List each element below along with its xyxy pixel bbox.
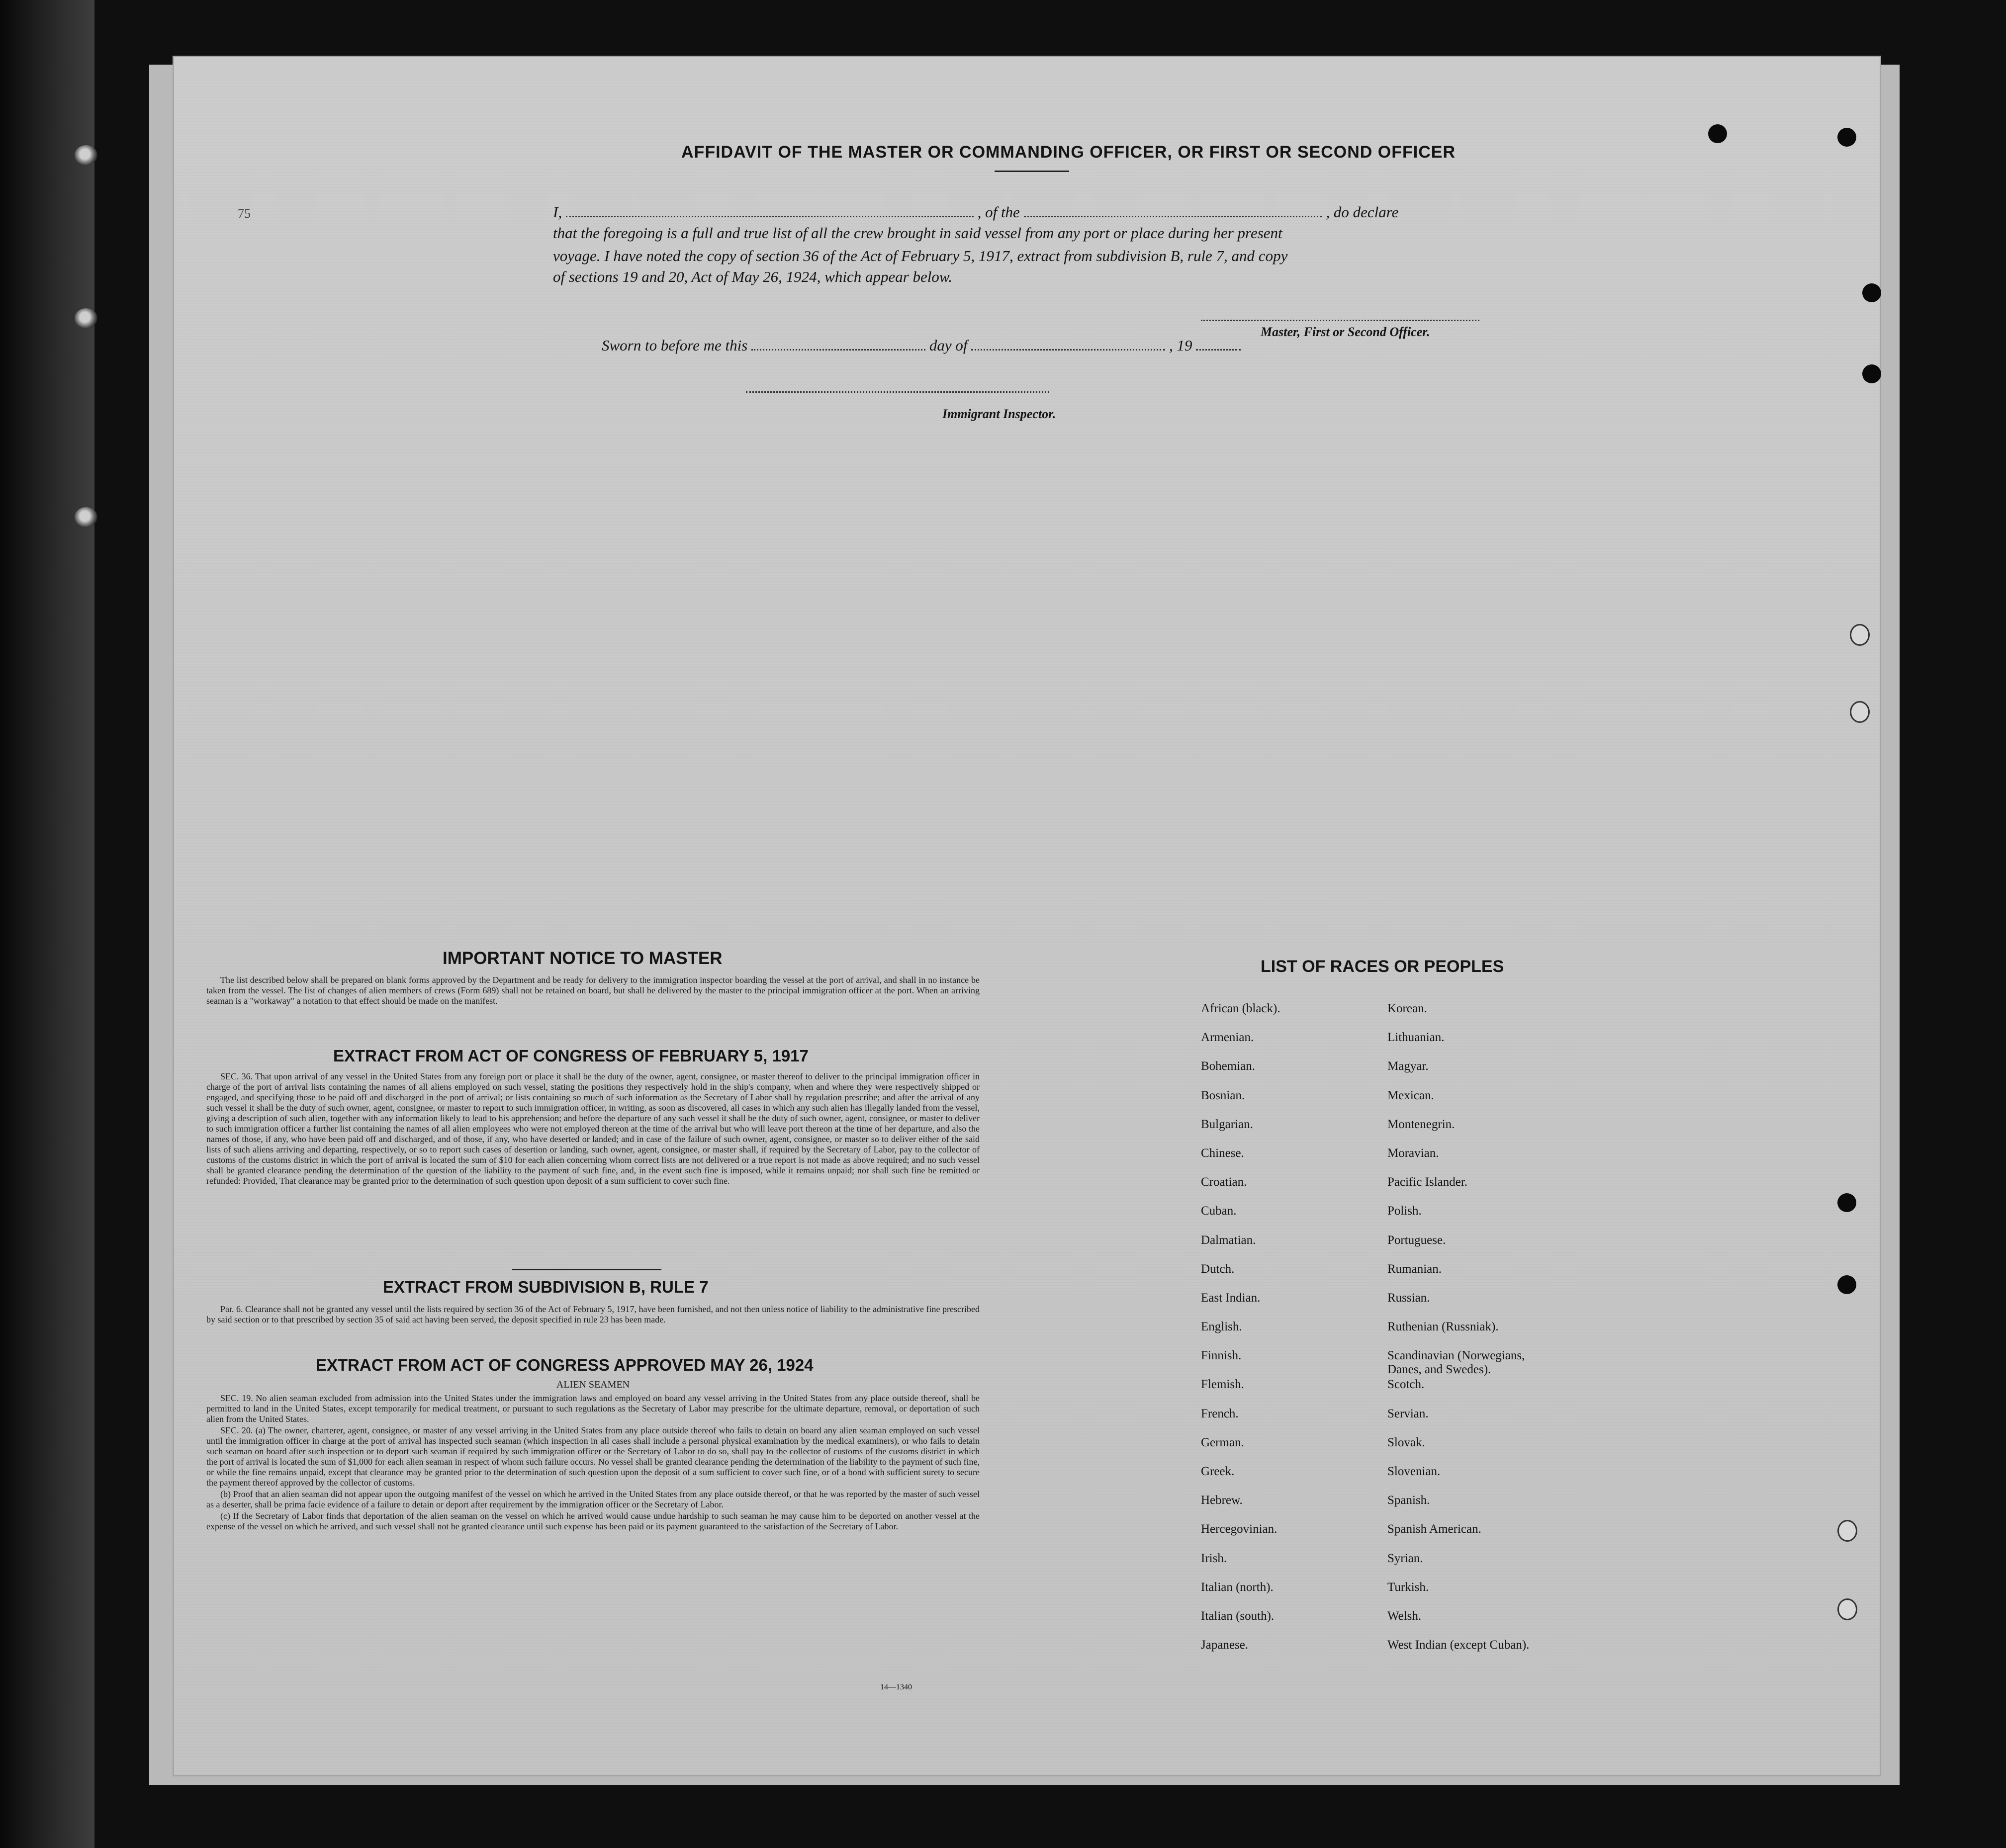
sec19-paragraph: SEC. 19. No alien seaman excluded from admission into the United States under the immigration laws and employed on board any vessel arriving in the United States from any place outside thereof, shall be permitted to land in the United States, except temporarily for medical treatment, or pursuant to such regulations as the Secretary of Labor may prescribe for the ultimate departure, removal, or deportation of such alien from the United States. <box>206 1393 980 1424</box>
inspector-signature-line[interactable] <box>746 391 1049 393</box>
race-item: Korean. <box>1387 1002 1427 1015</box>
race-item: Lithuanian. <box>1387 1031 1445 1045</box>
name-field[interactable] <box>566 205 974 217</box>
race-item: Servian. <box>1387 1407 1429 1420</box>
subdivision-b-text <box>206 1304 980 1326</box>
race-item: French. <box>1201 1407 1239 1420</box>
scan-border <box>0 0 94 1848</box>
day-field[interactable] <box>751 338 925 351</box>
race-item: Cuban. <box>1201 1204 1237 1218</box>
race-item: Croatian. <box>1201 1175 1247 1189</box>
form-number: 14—1340 <box>880 1683 912 1691</box>
punch-hole <box>1837 1193 1856 1212</box>
punch-hole <box>1862 283 1881 302</box>
race-item: Scandinavian (Norwegians, Danes, and Swedes). <box>1387 1349 1525 1377</box>
affidavit-line-2: that the foregoing is a full and true list of all the crew brought in said vessel from any port or place during her present <box>553 224 1282 242</box>
sworn-year: , 19 <box>1169 337 1192 354</box>
document-page <box>174 57 1880 1775</box>
sworn-line <box>602 337 1241 354</box>
extract-1924-heading: EXTRACT FROM ACT OF CONGRESS APPROVED MAY 26, 1924 <box>316 1356 814 1374</box>
binder-hole <box>75 145 97 165</box>
race-item: African (black). <box>1201 1002 1280 1015</box>
punch-hole <box>1850 624 1870 646</box>
notice-paragraph: The list described below shall be prepared on blank forms approved by the Department and be ready for delivery to the immigration inspector boarding the vessel at the port of arrival, and shall in no instance be taken from the vessel. The list of changes of alien members of crews (Form 689) shall not be retained on board, but shall be delivered by the master to the principal immigration officer at the port. When an arriving seaman is a "workaway" a notation to that effect should be made on the manifest. <box>206 975 980 1006</box>
race-item: Flemish. <box>1201 1378 1244 1392</box>
affidavit-do-declare: , do declare <box>1326 203 1399 221</box>
race-item: Chinese. <box>1201 1146 1244 1160</box>
race-item: Italian (north). <box>1201 1580 1274 1594</box>
race-item: Mexican. <box>1387 1088 1434 1102</box>
race-item: Bulgarian. <box>1201 1117 1253 1131</box>
punch-hole <box>1837 1275 1856 1294</box>
inspector-label: Immigrant Inspector. <box>942 407 1056 421</box>
race-item: Montenegrin. <box>1387 1117 1455 1131</box>
race-item: Greek. <box>1201 1465 1235 1478</box>
year-field[interactable] <box>1196 338 1241 351</box>
race-item: Irish. <box>1201 1551 1227 1565</box>
affidavit-i: I, <box>553 203 562 221</box>
subdivision-b-heading: EXTRACT FROM SUBDIVISION B, RULE 7 <box>383 1278 709 1296</box>
section-rule <box>512 1269 661 1270</box>
race-item: Hercegovinian. <box>1201 1522 1277 1536</box>
race-item: Dutch. <box>1201 1262 1235 1276</box>
race-item: Japanese. <box>1201 1638 1249 1652</box>
sworn-day-of: day of <box>929 337 968 354</box>
extract-1917-heading: EXTRACT FROM ACT OF CONGRESS OF FEBRUARY 5, 1917 <box>333 1047 809 1065</box>
affidavit-line-4: of sections 19 and 20, Act of May 26, 1924, which appear below. <box>553 268 953 285</box>
punch-hole <box>1862 364 1881 383</box>
punch-hole <box>1837 128 1856 147</box>
race-item: West Indian (except Cuban). <box>1387 1638 1530 1652</box>
race-item: Bohemian. <box>1201 1059 1256 1073</box>
sworn-prefix: Sworn to before me this <box>602 337 748 354</box>
affidavit-title: AFFIDAVIT OF THE MASTER OR COMMANDING OFFICER, OR FIRST OR SECOND OFFICER <box>681 143 1456 162</box>
race-item: Italian (south). <box>1201 1609 1275 1623</box>
master-label: Master, First or Second Officer. <box>1261 325 1430 339</box>
race-item: Finnish. <box>1201 1349 1242 1363</box>
race-item: Dalmatian. <box>1201 1233 1256 1247</box>
race-item: Russian. <box>1387 1291 1430 1305</box>
affidavit-line-3: voyage. I have noted the copy of section 36 of the Act of February 5, 1917, extract from subdivision B, rule 7, and copy <box>553 247 1288 264</box>
race-item: Armenian. <box>1201 1031 1254 1045</box>
sec20c-paragraph: (c) If the Secretary of Labor finds that deportation of the alien seaman on the vessel on which he arrived would cause undue hardship to such seaman he may cause him to be deported on another vessel at the expense of the vessel on which he arrived, and such vessel shall not be granted clearance until such expense has been paid or its payment guaranteed to the satisfaction of the Secretary of Labor. <box>206 1511 980 1531</box>
extract-1917-text <box>206 1071 980 1187</box>
race-item: Ruthenian (Russniak). <box>1387 1320 1499 1334</box>
extract-1924-text <box>206 1380 980 1533</box>
par6-paragraph: Par. 6. Clearance shall not be granted any vessel until the lists required by section 36 of the Act of February 5, 1917, have been furnished, and not then unless notice of liability to the administrative fine prescribed by said section or to that prescribed by section 35 of said act having been served, the deposit specified in rule 23 has been made. <box>206 1304 980 1324</box>
race-item: German. <box>1201 1435 1244 1449</box>
title-rule <box>995 171 1069 172</box>
race-item: English. <box>1201 1320 1242 1334</box>
races-left-column <box>1201 1002 1280 1667</box>
affidavit-of-the: , of the <box>977 203 1020 221</box>
affidavit-line-1 <box>553 203 1398 221</box>
sec36-paragraph: SEC. 36. That upon arrival of any vessel in the United States from any foreign port or place it shall be the duty of the owner, agent, consignee, or master thereof to deliver to the principal immigration officer in charge of the port of arrival lists containing the names of all aliens employed on such vessel, stating the positions they respectively hold in the ship's company, when and where they were respectively shipped or engaged, and specifying those to be paid off and discharged in the port of arrival; or lists containing so much of such information as the Secretary of Labor shall by regulation prescribe; and after the arrival of any such vessel it shall be the duty of such owner, agent, consignee, or master to report to such immigration officer, in writing, as soon as discovered, all cases in which any such alien has illegally landed from the vessel, giving a description of such alien, together with any information likely to lead to his apprehension; and before the departure of any such vessel it shall be the duty of such owner, agent, consignee, or master to deliver to such immigration officer a further list containing the names of all alien employees who were not employed thereon at the time of the arrival but who will leave port thereon at the time of her departure, and also the names of those, if any, who have been paid off and discharged, and of those, if any, who have deserted or landed; and in case of the failure of such owner, agent, consignee, or master so to deliver either of the said lists of such aliens arriving and departing, respectively, or so to report such cases of desertion or landing, such owner, agent, consignee, or master shall, if required by the Secretary of Labor, pay to the collector of customs of the customs district in which the port of arrival is located the sum of $10 for each alien concerning whom correct lists are not delivered or a true report is not made as above required; and no such vessel shall be granted clearance pending the determination of the question of the liability to the payment of such fine, and, in the event such fine is imposed, while it remains unpaid; nor shall such fine be remitted or refunded: Provided, That clearance may be granted prior to the determination of such question upon deposit of a sum sufficient to cover such fine. <box>206 1071 980 1186</box>
race-item: Moravian. <box>1387 1146 1439 1160</box>
notice-text <box>206 975 980 1007</box>
margin-mark: 75 <box>238 206 251 221</box>
races-right-column <box>1387 1002 1529 1667</box>
race-item: Turkish. <box>1387 1580 1429 1594</box>
race-item: Spanish American. <box>1387 1522 1481 1536</box>
vessel-field[interactable] <box>1024 205 1322 217</box>
race-item: Rumanian. <box>1387 1262 1442 1276</box>
sec20a-paragraph: SEC. 20. (a) The owner, charterer, agent, consignee, or master of any vessel arriving in the United States from any place outside thereof who fails to detain on board any alien seaman employed on such vessel until the immigration officer in charge at the port of arrival has inspected such seaman (which inspection in all cases shall include a personal physical examination by the medical examiners), or who fails to detain such seaman on board after such inspection or to deport such seaman if required by such immigration officer or the Secretary of Labor to do so, shall pay to the collector of customs of the customs district in which the port of arrival is located the sum of $1,000 for each alien seaman in respect of whom such failure occurs. No vessel shall be granted clearance pending the determination of the liability to the payment of such fine, or while the fine remains unpaid, except that clearance may be granted prior to the determination of such question upon the deposit of a sum sufficient to cover such fine, or of a bond with sufficient surety to secure the payment thereof approved by the collector of customs. <box>206 1425 980 1488</box>
race-item: Welsh. <box>1387 1609 1422 1623</box>
race-item: Polish. <box>1387 1204 1422 1218</box>
punch-hole <box>1837 1598 1857 1620</box>
race-item: Magyar. <box>1387 1059 1429 1073</box>
races-title: LIST OF RACES OR PEOPLES <box>1261 957 1504 976</box>
punch-hole <box>1837 1520 1857 1542</box>
race-item: Scotch. <box>1387 1378 1425 1392</box>
race-item: Pacific Islander. <box>1387 1175 1468 1189</box>
binder-hole <box>75 507 97 527</box>
master-signature-line[interactable] <box>1201 320 1479 321</box>
alien-seamen-subheading: ALIEN SEAMEN <box>556 1379 630 1390</box>
race-item: Syrian. <box>1387 1551 1423 1565</box>
month-field[interactable] <box>971 338 1165 351</box>
notice-heading: IMPORTANT NOTICE TO MASTER <box>443 949 723 968</box>
race-item: Spanish. <box>1387 1494 1430 1507</box>
race-item: Bosnian. <box>1201 1088 1245 1102</box>
race-item: East Indian. <box>1201 1291 1261 1305</box>
race-item: Portuguese. <box>1387 1233 1446 1247</box>
race-item: Hebrew. <box>1201 1494 1243 1507</box>
sec20b-paragraph: (b) Proof that an alien seaman did not appear upon the outgoing manifest of the vessel on which he arrived in the United States from any place outside thereof, or that he was reported by the master of such vessel as a deserter, shall be prima facie evidence of a failure to detain or deport after requirement by the immigration officer or the Secretary of Labor. <box>206 1489 980 1509</box>
race-item: Slovenian. <box>1387 1465 1441 1478</box>
punch-hole <box>1850 701 1870 723</box>
race-item: Slovak. <box>1387 1435 1425 1449</box>
binder-hole <box>75 308 97 328</box>
punch-hole <box>1708 124 1727 143</box>
